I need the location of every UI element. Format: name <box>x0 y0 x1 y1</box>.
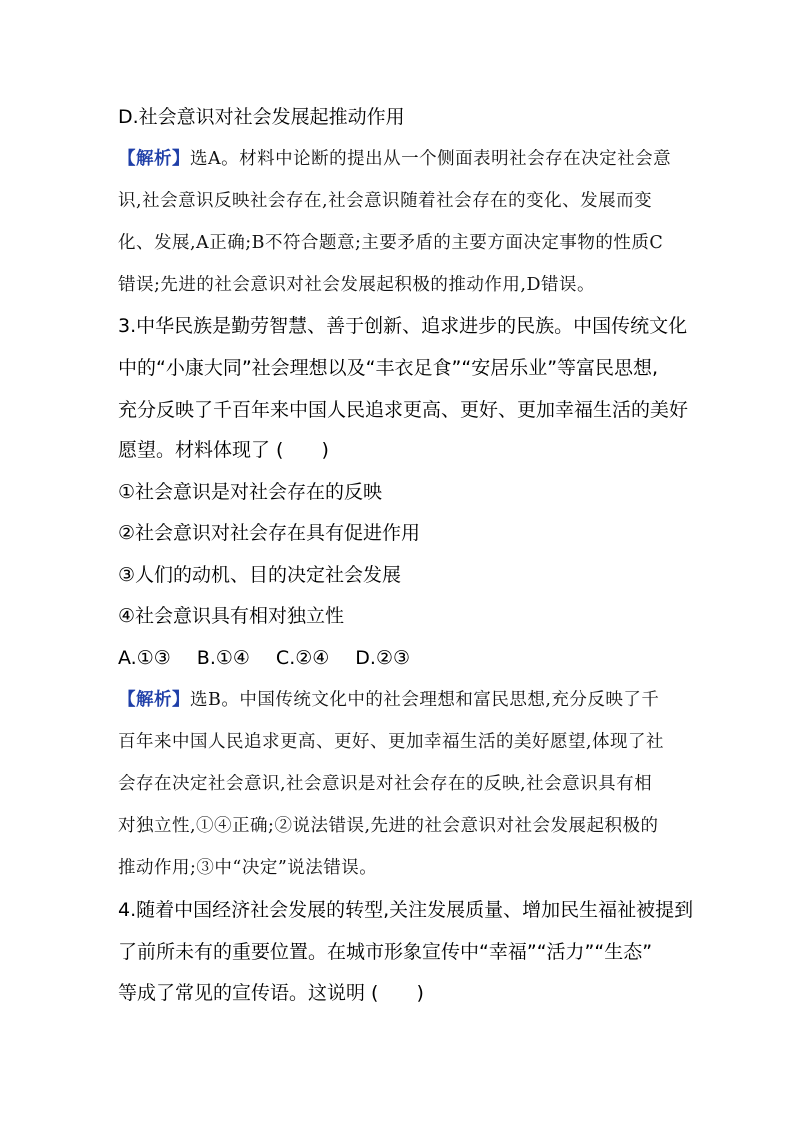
q3-analysis-line-5: 推动作用;③中“决定”说法错误。 <box>118 858 378 878</box>
q3-statement-3: ③人们的动机、目的决定社会发展 <box>118 564 402 586</box>
q4-stem-line-1: 4.随着中国经济社会发展的转型,关注发展质量、增加民生福祉被提到 <box>118 899 694 921</box>
q3-statement-4: ④社会意识具有相对独立性 <box>118 605 345 627</box>
q3-analysis-line-3: 会存在决定社会意识,社会意识是对社会存在的反映,社会意识具有相 <box>118 774 653 794</box>
q3-stem-line-3: 充分反映了千百年来中国人民追求更高、更好、更加幸福生活的美好 <box>118 399 689 421</box>
q3-stem-line-2: 中的“小康大同”社会理想以及“丰衣足食”“安居乐业”等富民思想, <box>118 357 659 379</box>
q3-analysis-line-1: 【解析】选B。中国传统文化中的社会理想和富民思想,充分反映了千 <box>118 690 660 710</box>
choice-a: A.①③ <box>118 647 171 669</box>
q2-analysis-line-2: 识,社会意识反映社会存在,社会意识随着社会存在的变化、发展而变 <box>118 191 653 211</box>
analysis-tag: 【解析】 <box>118 149 190 169</box>
q3-stem-line-1: 3.中华民族是勤劳智慧、善于创新、追求进步的民族。中国传统文化 <box>118 315 688 337</box>
q2-analysis-line-4: 错误;先进的社会意识对社会发展起积极的推动作用,D错误。 <box>118 275 595 295</box>
q2-analysis-line-3: 化、发展,A正确;B不符合题意;主要矛盾的主要方面决定事物的性质C <box>118 233 664 253</box>
q2-option-d: D.社会意识对社会发展起推动作用 <box>118 106 405 128</box>
q3-analysis-line-2: 百年来中国人民追求更高、更好、更加幸福生活的美好愿望,体现了社 <box>118 732 665 752</box>
q3-analysis-line-4: 对独立性,①④正确;②说法错误,先进的社会意识对社会发展起积极的 <box>118 816 659 836</box>
q2-analysis-line-1: 【解析】选A。材料中论断的提出从一个侧面表明社会存在决定社会意 <box>118 149 672 169</box>
q3-choices <box>118 646 410 670</box>
q4-stem-line-2: 了前所未有的重要位置。在城市形象宣传中“幸福”“活力”“生态” <box>118 941 653 963</box>
q3-stem-line-4: 愿望。材料体现了 ( ) <box>118 439 329 461</box>
q4-stem-line-3: 等成了常见的宣传语。这说明 ( ) <box>118 982 424 1004</box>
choice-d: D.②③ <box>355 647 411 669</box>
analysis-tag: 【解析】 <box>118 690 190 710</box>
choice-c: C.②④ <box>275 647 330 669</box>
choice-b: B.①④ <box>196 647 250 669</box>
q3-statement-1: ①社会意识是对社会存在的反映 <box>118 481 383 503</box>
q3-statement-2: ②社会意识对社会存在具有促进作用 <box>118 522 421 544</box>
